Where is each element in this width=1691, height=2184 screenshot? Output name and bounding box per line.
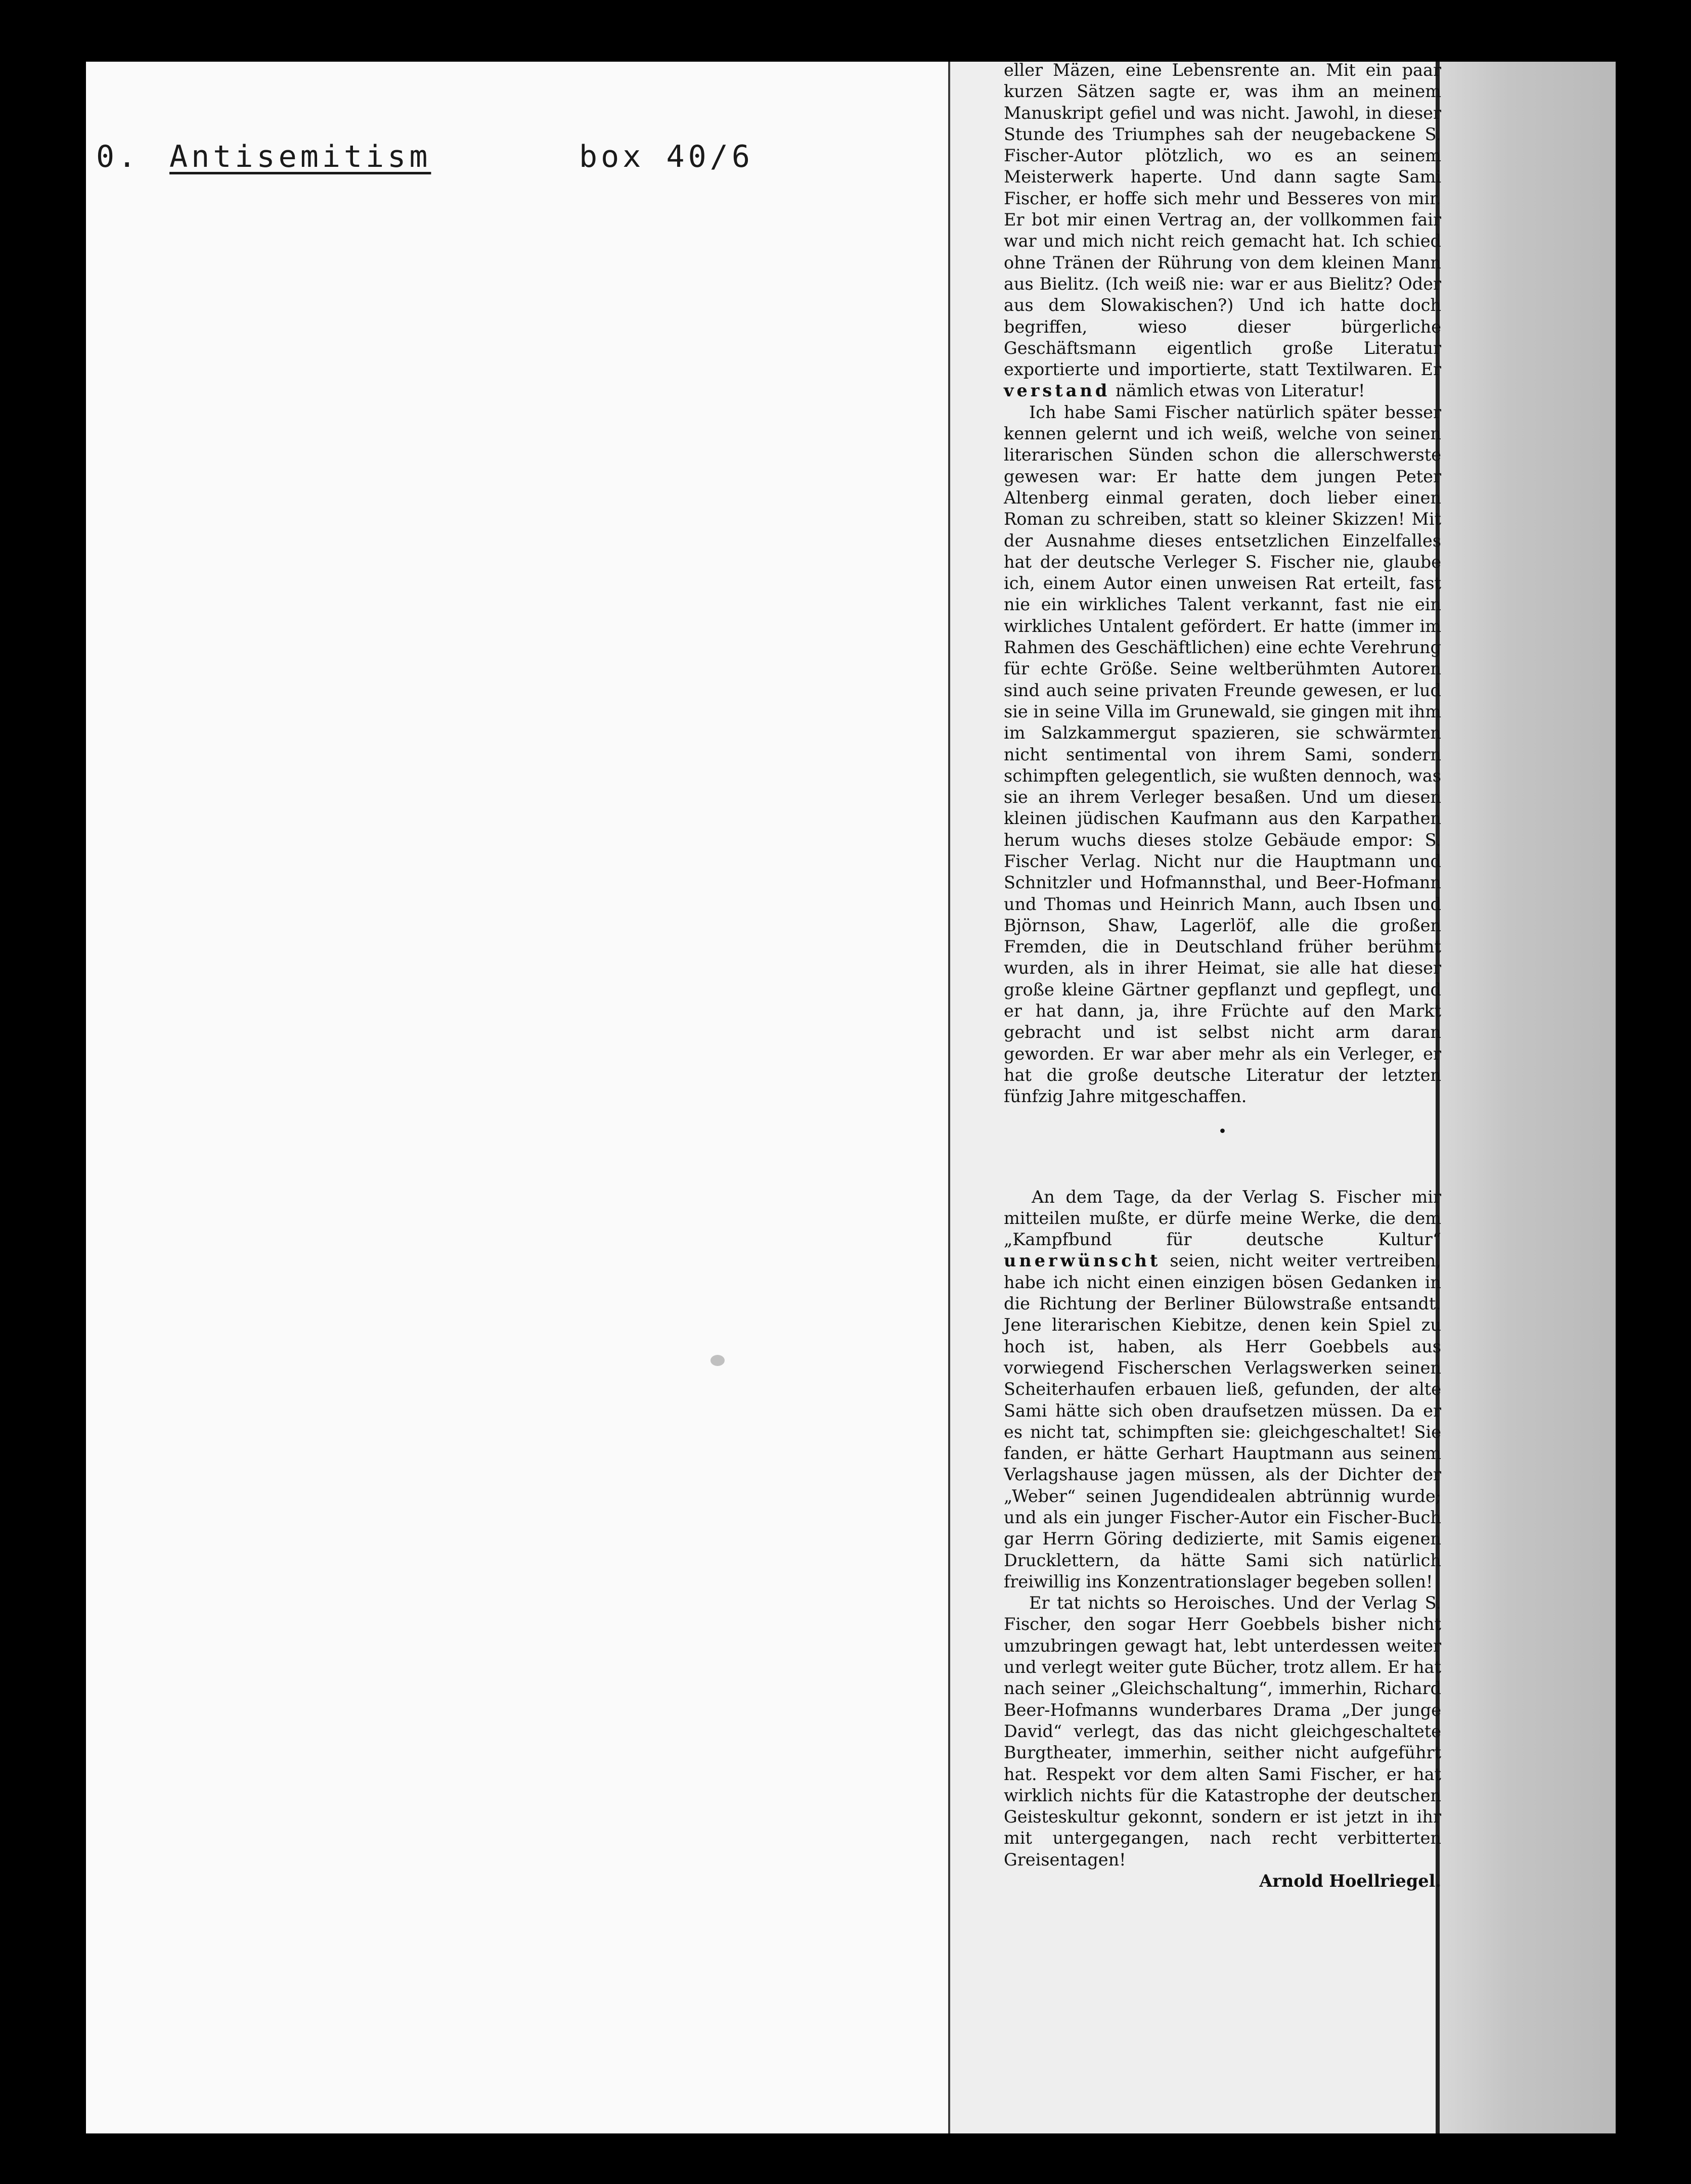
author-signature: Arnold Hoellriegel. — [1259, 1871, 1441, 1891]
article-paragraph: eller Mäzen, eine Lebensrente an. Mit ein paar kurzen Sätzen sagte er, was ihm an meinem Manuskript gefiel und was nicht. Jawohl, in dieser Stunde des Triumphes sah der neugebackene S. Fischer-Autor plötzlich, wo es an seinem Meisterwerk haperte. Und dann sagte Sami Fischer, er hoffe sich mehr und Besseres von mir. Er bot mir einen Vertrag an, der vollkommen fair war und mich nicht reich gemacht hat. Ich schied ohne Tränen der Rührung von dem kleinen Mann aus Bielitz. (Ich weiß nie: war er aus Bielitz? Oder aus dem Slowakischen?) Und ich hatte doch begriffen, wieso dieser bürgerliche Geschäftsmann eigentlich große Literatur exportierte und importierte, statt Textilwaren. Er verstand nämlich etwas von Literatur! — [1004, 60, 1441, 401]
article-paragraph: Ich habe Sami Fischer natürlich später besser kennen gelernt und ich weiß, welche von seinen literarischen Sünden schon die allerschwerste gewesen war: Er hatte dem jungen Peter Altenberg einmal geraten, doch lieber einen Roman zu schreiben, statt so kleiner Skizzen! Mit der Ausnahme dieses entsetzlichen Einzelfalles hat der deutsche Verleger S. Fischer nie, glaube ich, einem Autor einen unweisen Rat erteilt, fast nie ein wirkliches Talent verkannt, fast nie ein wirkliches Untalent gefördert. Er hatte (immer im Rahmen des Geschäftlichen) eine echte Verehrung für echte Größe. Seine weltberühmten Autoren sind auch seine privaten Freunde gewesen, er lud sie in seine Villa im Grunewald, sie gingen mit ihm im Salzkammergut spazieren, sie schwärmten nicht sentimental von ihrem Sami, sondern schimpften gelegentlich, sie wußten dennoch, was sie an ihrem Verleger besaßen. Und um diesen kleinen jüdischen Kaufmann aus den Karpathen herum wuchs dieses stolze Gebäude empor: S. Fischer Verlag. Nicht nur die Hauptmann und Schnitzler und Hofmannsthal, und Beer-Hofmann und Thomas und Heinrich Mann, auch Ibsen und Björnson, Shaw, Lagerlöf, alle die großen Fremden, die in Deutschland früher berühmt wurden, als in ihrer Heimat, sie alle hat dieser große kleine Gärtner gepflanzt und gepflegt, und er hat dann, ja, ihre Früchte auf den Markt gebracht und ist selbst nicht arm daran geworden. Er war aber mehr als ein Verleger, er hat die große deutsche Literatur der letzten fünfzig Jahre mitgeschaffen. — [1004, 402, 1441, 1107]
folder-title: Antisemitism — [169, 139, 431, 174]
emphasis-text: verstand — [1004, 381, 1110, 401]
archive-header — [96, 139, 855, 185]
emphasis-text: unerwünscht — [1004, 1251, 1161, 1271]
article-paragraph: Er tat nichts so Heroisches. Und der Verlag S. Fischer, den sogar Herr Goebbels bisher nicht umzubringen gewagt hat, lebt unterdessen weiter und verlegt weiter gute Bücher, trotz allem. Er hat nach seiner „Gleichschaltung“, immerhin, Richard Beer-Hofmanns wunderbares Drama „Der junge David“ verlegt, das das nicht gleichgeschaltete Burgtheater, immerhin, seither nicht aufgeführt hat. Respekt vor dem alten Sami Fischer, er hat wirklich nichts für die Katastrophe der deutschen Geisteskultur gekonnt, sondern er ist jetzt in ihr mit untergegangen, nach recht verbitterten Greisentagen! — [1004, 1593, 1441, 1870]
clipping-fold-shadow — [1439, 62, 1616, 2133]
paper-smudge — [710, 1355, 725, 1366]
article-paragraph: An dem Tage, da der Verlag S. Fischer mir mitteilen mußte, er dürfe meine Werke, die dem „Kampfbund für deutsche Kultur“ unerwünscht seien, nicht weiter vertreiben, habe ich nicht einen einzigen bösen Gedanken in die Richtung der Berliner Bülowstraße entsandt. Jene literarischen Kiebitze, denen kein Spiel zu hoch ist, haben, als Herr Goebbels aus vorwiegend Fischerschen Verlagswerken seinen Scheiterhaufen erbauen ließ, gefunden, der alte Sami hätte sich oben draufsetzen müssen. Da er es nicht tat, schimpften sie: gleichgeschaltet! Sie fanden, er hätte Gerhart Hauptmann aus seinem Verlagshause jagen müssen, als der Dichter der „Weber“ seinen Jugendidealen abtrünnig wurde; und als ein junger Fischer-Autor ein Fischer-Buch gar Herrn Göring dedizierte, mit Samis eigenen Drucklettern, da hätte Sami sich natürlich freiwillig ins Konzentrationslager begeben sollen! — [1004, 1187, 1442, 1591]
box-number: box 40/6 — [579, 139, 753, 174]
folder-number: 0. — [96, 139, 140, 174]
article-column — [1004, 60, 1441, 1892]
section-divider: • — [1218, 1122, 1227, 1141]
